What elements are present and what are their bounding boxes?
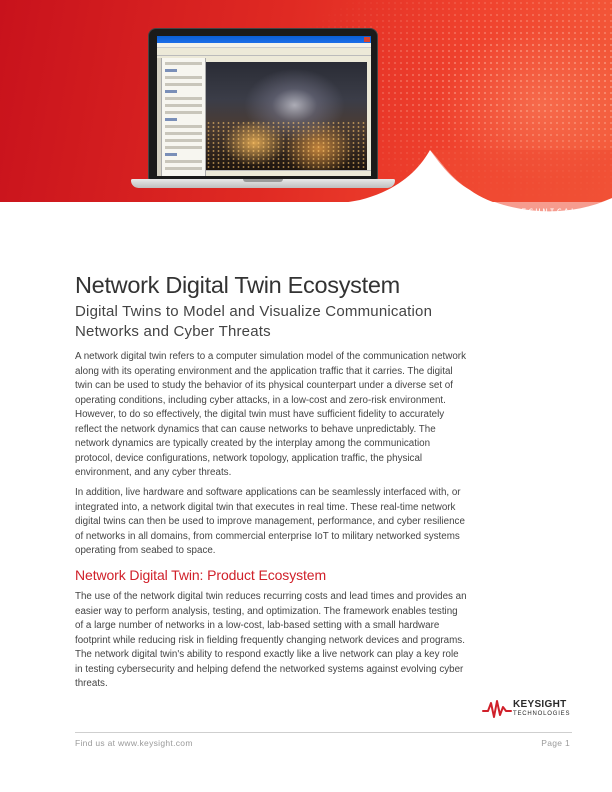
hero-laptop-image <box>131 28 395 196</box>
badge-line-2: OVERVIEW <box>517 219 575 229</box>
document-title: Network Digital Twin Ecosystem <box>75 272 400 298</box>
section-heading: Network Digital Twin: Product Ecosystem <box>75 567 327 583</box>
app-side-panel <box>162 58 206 176</box>
section-paragraph: The use of the network digital twin reduces recurring costs and lead times and provides an easier way to perform analysis, testing, and optimization. The framework enables testing of a large number of networks in a low-cost, lab-based setting with a small hardware footprint while reducing risk in fielding frequently changing network devices and programs. The network digital twin's ability to respond exactly like a live network can play a key role in testing cybersecurity and helping defend the networked systems against evolving cyber threats. <box>75 591 467 689</box>
badge-line-1: TECHNICAL <box>513 208 579 218</box>
footer-divider <box>75 732 572 733</box>
app-toolbar <box>157 48 371 56</box>
laptop-lid <box>148 28 378 180</box>
footer-website-link[interactable]: Find us at www.keysight.com <box>75 738 193 748</box>
night-city-map-view <box>206 62 367 170</box>
technical-overview-badge <box>506 208 586 230</box>
intro-paragraph-1: A network digital twin refers to a computer simulation model of the communication network along with its operating environment and the application traffic that it carries. The digital twin can be used to study the behavior of its physical counterpart under a diverse set of operating conditions, including cyber attacks, in a low-cost and zero-risk environment. However, to do so effectively, the digital twin must have sufficient fidelity to accurately reflect the network dynamics that can cause networks to behave unpredictably. The network dynamics are typically created by the interplay among the communication protocol, device configurations, network topology, application traffic, the physical environment, and any cyber threats. <box>75 351 466 478</box>
keysight-logo-name: KEYSIGHT <box>513 699 567 710</box>
footer-page-number: Page 1 <box>541 738 570 748</box>
app-title-bar <box>157 36 371 43</box>
keysight-logo-sub: TECHNOLOGIES <box>513 711 571 717</box>
close-icon <box>364 37 370 42</box>
intro-paragraph-2: In addition, live hardware and software applications can be seamlessly interfaced with, or integrated into, a network digital twin that executes in real time. These real-time network digital twins can then be used to improve management, performance, and cyber resilience of networks in all domains, from commercial enterprise IoT to military networked systems operating from seabed to space. <box>75 487 465 556</box>
laptop-screen <box>157 36 371 176</box>
document-subtitle: Digital Twins to Model and Visualize Communication Networks and Cyber Threats <box>75 303 433 340</box>
app-status-bar <box>206 170 371 176</box>
